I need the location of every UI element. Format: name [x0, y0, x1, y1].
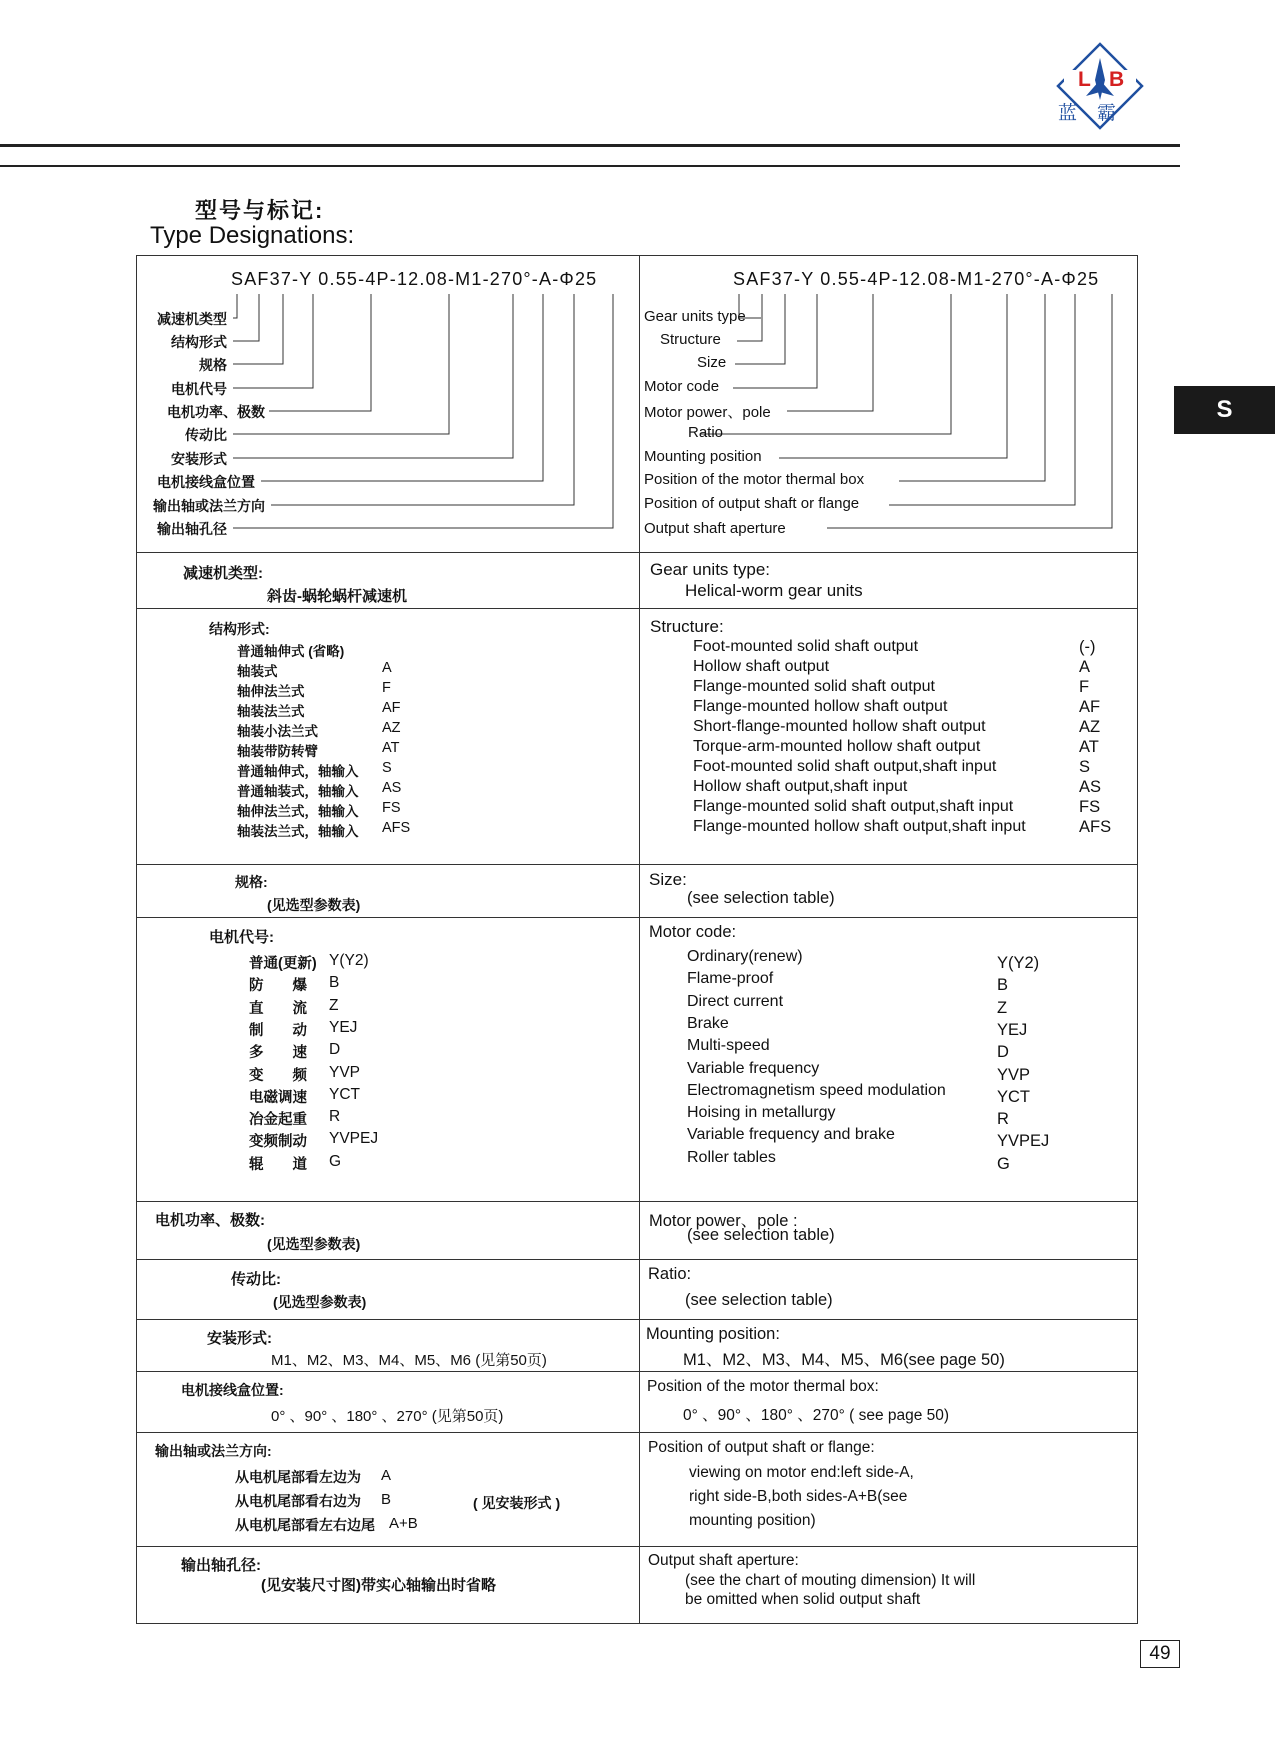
motor-code-item-en-name: Brake [687, 1014, 729, 1032]
ratio-value-cn: (见选型参数表) [273, 1294, 367, 1310]
structure-item-en-name: Foot-mounted solid shaft output [693, 638, 919, 655]
motor-code-item-en-code: G [997, 1154, 1010, 1173]
motor-code-item-cn-name: 电磁调速 [249, 1089, 307, 1106]
motor-power-label-en: Motor power、pole : [649, 1212, 798, 1230]
motor-code-item-cn-code: D [329, 1041, 341, 1059]
structure-item-en-name: Hollow shaft output,shaft input [693, 778, 908, 795]
motor-code-item-cn-code: YVPEJ [329, 1130, 379, 1148]
brand-name-cn: 蓝霸 [1058, 102, 1137, 124]
output-direction-line-en: right side-B,both sides-A+B(see [689, 1488, 908, 1505]
aperture-label-cn: 输出轴孔径: [181, 1557, 261, 1574]
thermal-box-label-cn: 电机接线盒位置: [181, 1382, 284, 1398]
designation-label-en: Position of the motor thermal box [644, 471, 865, 488]
motor-code-item-en-code: Y(Y2) [997, 954, 1040, 972]
structure-item-cn-name: 轴装带防转臂 [237, 744, 318, 759]
motor-code-item-en-name: Ordinary(renew) [687, 948, 803, 965]
output-direction-item-cn-name: 从电机尾部看左右边尾 [235, 1517, 375, 1533]
motor-code-item-cn-name: 防 爆 [249, 978, 307, 995]
designation-label-cn: 电机功率、极数 [167, 404, 265, 420]
motor-code-item-cn-name: 冶金起重 [249, 1112, 307, 1129]
structure-item-cn-name: 普通轴装式，轴输入 [237, 784, 359, 799]
structure-item-cn-code: AF [382, 700, 401, 716]
structure-item-en-name: Flange-mounted hollow shaft output,shaft input [693, 818, 1026, 835]
motor-code-item-en-code: YEJ [997, 1020, 1028, 1039]
row-divider [137, 917, 1137, 918]
motor-power-value-en: (see selection table) [687, 1226, 835, 1244]
aperture-label-en: Output shaft aperture: [648, 1552, 799, 1569]
mounting-label-cn: 安装形式: [207, 1330, 272, 1347]
structure-item-en-code: A [1079, 658, 1091, 676]
motor-code-item-en-code: B [997, 976, 1009, 995]
row-divider [137, 1432, 1137, 1433]
structure-item-cn-code: FS [382, 800, 401, 816]
motor-code-item-cn-name: 多 速 [249, 1045, 307, 1062]
designation-label-cn: 规格 [199, 357, 227, 373]
header-rule-top [0, 144, 1180, 147]
structure-item-cn-name: 轴装式 [237, 664, 278, 679]
motor-code-item-cn-code: R [329, 1108, 341, 1126]
motor-code-item-en-name: Direct current [687, 992, 784, 1010]
aperture-line-en: (see the chart of mouting dimension) It will [685, 1572, 976, 1589]
motor-code-item-cn-name: 普通(更新) [249, 956, 317, 972]
row-divider [137, 1319, 1137, 1320]
motor-code-item-en-name: Variable frequency [687, 1059, 820, 1077]
structure-label-cn: 结构形式: [209, 621, 270, 637]
designation-label-cn: 输出轴或法兰方向 [153, 498, 265, 514]
structure-item-en-code: AT [1079, 738, 1099, 756]
row-divider [137, 1546, 1137, 1547]
designation-label-en: Size [697, 354, 727, 371]
code-string-en: SAF37-Y 0.55-4P-12.08-M1-270°-A-Φ25 [733, 269, 1100, 289]
structure-item-cn-name: 轴伸法兰式 [237, 684, 305, 699]
structure-item-en-code: F [1079, 678, 1090, 696]
designation-label-en: Output shaft aperture [644, 520, 786, 537]
motor-code-item-cn-code: Y(Y2) [329, 952, 369, 969]
designation-label-en: Mounting position [644, 448, 762, 465]
gear-type-value-cn: 斜齿-蜗轮蜗杆减速机 [267, 588, 407, 605]
structure-item-cn-code: AZ [382, 720, 401, 736]
size-label-cn: 规格: [235, 874, 268, 890]
thermal-box-value-en: 0° 、90° 、180° 、270° ( see page 50) [683, 1407, 950, 1424]
output-direction-item-cn-code: A+B [389, 1515, 418, 1532]
structure-item-cn-name: 普通轴伸式，轴输入 [237, 764, 359, 779]
motor-code-item-cn-name: 直 流 [249, 1000, 307, 1017]
structure-item-cn-code: AT [382, 740, 400, 756]
structure-item-cn-name: 轴装法兰式，轴输入 [237, 824, 359, 839]
motor-code-item-cn-code: YEJ [329, 1018, 358, 1036]
output-direction-item-cn-name: 从电机尾部看右边为 [235, 1493, 361, 1509]
header-rule-bottom [0, 165, 1180, 167]
structure-item-cn-name: 轴伸法兰式，轴输入 [237, 804, 359, 819]
section-tab: S [1174, 386, 1275, 434]
structure-item-cn-name: 轴装小法兰式 [237, 724, 318, 739]
output-direction-item-cn-name: 从电机尾部看左边为 [235, 1469, 361, 1485]
designation-label-cn: 电机接线盒位置 [157, 474, 255, 490]
mounting-value-cn: M1、M2、M3、M4、M5、M6 (见第50页) [271, 1352, 547, 1369]
designation-label-cn: 减速机类型 [157, 311, 227, 327]
motor-code-item-en-name: Electromagnetism speed modulation [687, 1081, 946, 1099]
structure-item-cn-code: AS [382, 780, 402, 796]
designation-label-en: Gear units type [644, 308, 746, 325]
svg-text:L: L [1078, 68, 1091, 91]
structure-item-en-code: S [1079, 758, 1091, 776]
designation-label-cn: 结构形式 [171, 334, 227, 350]
motor-code-item-cn-code: Z [329, 996, 339, 1014]
structure-item-en-code: AF [1079, 698, 1101, 716]
row-divider [137, 864, 1137, 865]
motor-code-item-cn-code: YCT [329, 1085, 360, 1103]
structure-item-en-name: Hollow shaft output [693, 658, 830, 675]
thermal-box-value-cn: 0° 、90° 、180° 、270° (见第50页) [271, 1408, 504, 1425]
designation-label-en: Position of output shaft or flange [644, 495, 860, 512]
motor-code-item-en-code: YVP [997, 1065, 1031, 1084]
motor-code-item-cn-code: B [329, 974, 340, 992]
svg-text:B: B [1109, 68, 1125, 91]
brand-logo [1052, 40, 1148, 132]
motor-code-item-cn-code: YVP [329, 1063, 361, 1081]
motor-code-label-cn: 电机代号: [209, 929, 274, 946]
designation-label-cn: 传动比 [185, 427, 227, 443]
structure-item-en-code: (-) [1079, 638, 1096, 656]
ratio-label-en: Ratio: [648, 1265, 692, 1283]
structure-item-en-name: Short-flange-mounted hollow shaft output [693, 718, 986, 735]
structure-item-en-code: FS [1079, 798, 1101, 816]
designation-label-cn: 电机代号 [171, 381, 227, 397]
motor-power-label-cn: 电机功率、极数: [155, 1212, 265, 1229]
motor-code-item-en-code: D [997, 1043, 1009, 1062]
aperture-value-cn: (见安装尺寸图)带实心轴输出时省略 [261, 1577, 496, 1594]
structure-item-cn-code: F [382, 680, 391, 696]
structure-item-cn-name: 普通轴伸式 (省略) [237, 644, 345, 659]
structure-item-en-name: Torque-arm-mounted hollow shaft output [693, 738, 981, 755]
output-direction-item-cn-code: B [381, 1491, 392, 1508]
motor-code-item-cn-name: 变频制动 [249, 1134, 307, 1151]
designation-leader-lines-en [137, 256, 1139, 552]
structure-item-en-code: AS [1079, 778, 1102, 796]
motor-code-item-cn-code: G [329, 1152, 342, 1170]
structure-item-cn-code: AFS [382, 820, 411, 836]
designation-table [136, 255, 1138, 1624]
motor-power-value-cn: (见选型参数表) [267, 1236, 361, 1252]
gear-type-value-en: Helical-worm gear units [685, 581, 863, 600]
motor-code-item-en-name: Roller tables [687, 1148, 776, 1166]
structure-item-en-name: Flange-mounted hollow shaft output [693, 698, 948, 715]
row-divider [137, 1201, 1137, 1202]
ratio-label-cn: 传动比: [231, 1271, 281, 1288]
structure-item-en-name: Flange-mounted solid shaft output,shaft input [693, 798, 1014, 815]
structure-item-cn-code: A [382, 660, 392, 676]
motor-code-item-en-name: Variable frequency and brake [687, 1126, 895, 1144]
output-direction-note-cn: ( 见安装形式 ) [473, 1495, 561, 1511]
motor-code-item-en-code: YCT [997, 1087, 1030, 1106]
motor-code-item-en-name: Flame-proof [687, 970, 774, 988]
designation-label-en: Structure [660, 331, 721, 348]
designation-label-en: Motor code [644, 378, 720, 395]
motor-code-item-en-code: R [997, 1110, 1009, 1129]
output-direction-line-en: viewing on motor end:left side-A, [689, 1464, 914, 1481]
motor-code-label-en: Motor code: [649, 923, 737, 941]
output-direction-line-en: mounting position) [689, 1512, 816, 1529]
code-string-cn: SAF37-Y 0.55-4P-12.08-M1-270°-A-Φ25 [231, 269, 598, 289]
ratio-value-en: (see selection table) [685, 1291, 833, 1309]
motor-code-item-en-code: Z [997, 998, 1008, 1017]
designation-label-cn: 安装形式 [171, 451, 227, 467]
structure-item-en-name: Flange-mounted solid shaft output [693, 678, 935, 695]
motor-code-item-cn-name: 变 频 [249, 1067, 307, 1084]
page-title-en: Type Designations: [150, 222, 355, 249]
gear-type-label-en: Gear units type: [650, 560, 771, 579]
motor-code-item-en-name: Multi-speed [687, 1037, 770, 1055]
row-divider [137, 1259, 1137, 1260]
structure-item-cn-code: S [382, 760, 392, 776]
designation-label-en: Motor power、pole [644, 404, 771, 421]
mounting-label-en: Mounting position: [646, 1325, 780, 1343]
structure-item-en-code: AFS [1079, 818, 1112, 836]
structure-item-en-code: AZ [1079, 718, 1101, 736]
row-divider [137, 608, 1137, 609]
motor-code-item-cn-name: 制 动 [249, 1022, 307, 1039]
output-direction-label-en: Position of output shaft or flange: [648, 1439, 875, 1456]
size-value-en: (see selection table) [687, 889, 835, 907]
size-value-cn: (见选型参数表) [267, 897, 361, 913]
page-number: 49 [1140, 1640, 1180, 1668]
designation-label-en: Ratio [688, 424, 724, 441]
output-direction-item-cn-code: A [381, 1467, 392, 1484]
size-label-en: Size: [649, 870, 687, 889]
row-divider [137, 552, 1137, 553]
structure-item-cn-name: 轴装法兰式 [237, 704, 305, 719]
motor-code-item-en-code: YVPEJ [997, 1132, 1050, 1151]
designation-label-cn: 输出轴孔径 [157, 521, 227, 537]
output-direction-label-cn: 输出轴或法兰方向: [155, 1443, 272, 1459]
motor-code-item-en-name: Hoising in metallurgy [687, 1104, 836, 1122]
gear-type-label-cn: 减速机类型: [183, 565, 263, 582]
aperture-line-en: be omitted when solid output shaft [685, 1591, 921, 1608]
structure-label-en: Structure: [650, 617, 724, 636]
mounting-value-en: M1、M2、M3、M4、M5、M6(see page 50) [683, 1351, 1005, 1369]
thermal-box-label-en: Position of the motor thermal box: [647, 1378, 879, 1395]
motor-code-item-cn-name: 辊 道 [249, 1156, 307, 1173]
page-title-cn: 型号与标记: [195, 198, 325, 223]
structure-item-en-name: Foot-mounted solid shaft output,shaft input [693, 758, 997, 775]
row-divider [137, 1371, 1137, 1372]
